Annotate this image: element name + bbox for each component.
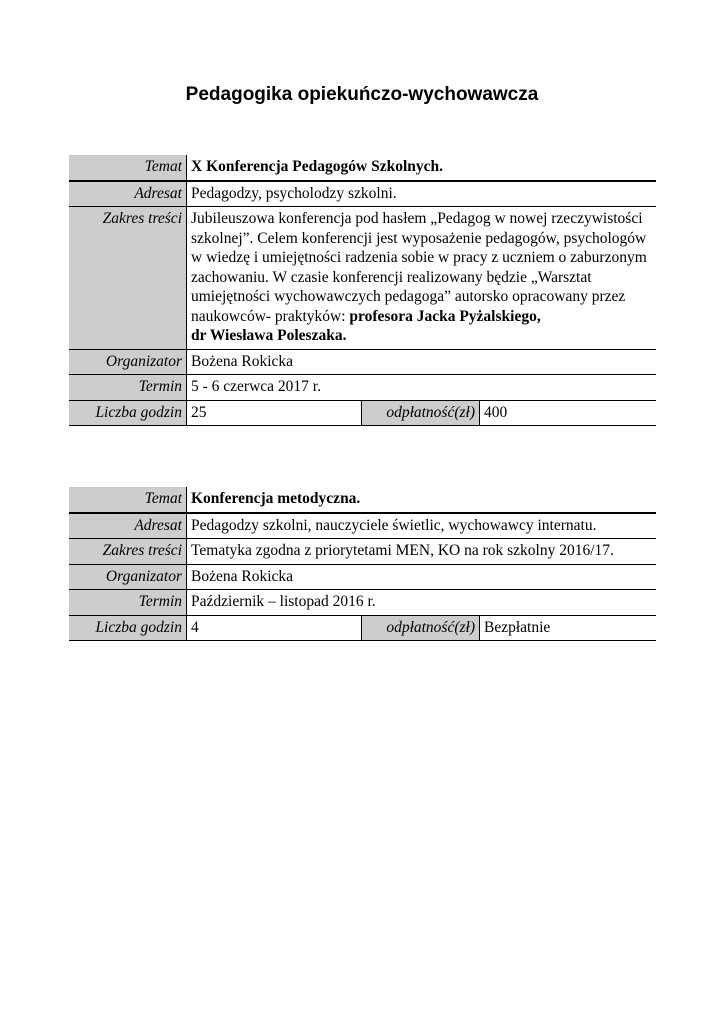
row-termin (69, 590, 656, 616)
zakres-bold-1: profesora Jacka Pyżalskiego, (349, 307, 541, 325)
value-liczba-godzin: 25 (187, 400, 362, 426)
label-odplatnosc: odpłatność(zł) (362, 400, 480, 426)
row-adresat (69, 181, 656, 207)
label-temat: Temat (69, 155, 187, 181)
value-zakres: Tematyka zgodna z priorytetami MEN, KO na rok szkolny 2016/17. (187, 539, 657, 565)
value-termin: Październik – listopad 2016 r. (187, 590, 657, 616)
value-odplatnosc: 400 (480, 400, 657, 426)
value-temat: X Konferencja Pedagogów Szkolnych. (187, 155, 657, 181)
row-liczba (69, 400, 656, 426)
label-adresat: Adresat (69, 513, 187, 539)
label-organizator: Organizator (69, 564, 187, 590)
row-liczba (69, 615, 656, 641)
row-zakres (69, 207, 656, 350)
row-termin (69, 375, 656, 401)
value-organizator: Bożena Rokicka (187, 349, 657, 375)
conference-table-1 (69, 155, 656, 426)
label-organizator: Organizator (69, 349, 187, 375)
zakres-bold-2: dr Wiesława Poleszaka. (191, 327, 347, 344)
label-temat: Temat (69, 487, 187, 513)
label-zakres: Zakres treści (69, 539, 187, 565)
label-zakres: Zakres treści (69, 207, 187, 350)
value-termin: 5 - 6 czerwca 2017 r. (187, 375, 657, 401)
label-termin: Termin (69, 375, 187, 401)
value-liczba-godzin: 4 (187, 615, 362, 641)
row-temat (69, 155, 656, 181)
row-organizator (69, 564, 656, 590)
row-adresat (69, 513, 656, 539)
zakres-text: Jubileuszowa konferencja pod hasłem „Pedagog w nowej rzeczywistości szkolnej”. Celem konferencji jest wyposażenie pedagogów, psychologów w wiedzę i umiejętności radzenia sobie w pracy z uczniem o zaburzonym zachowaniu. W czasie konferencji realizowany będzie „Warsztat umiejętności wychowawczych pedagoga” autorsko opracowany przez naukowców- praktyków: (191, 210, 647, 325)
row-temat (69, 487, 656, 513)
value-zakres (187, 207, 657, 350)
conference-table-2 (69, 487, 656, 641)
label-odplatnosc: odpłatność(zł) (362, 615, 480, 641)
row-zakres (69, 539, 656, 565)
row-organizator (69, 349, 656, 375)
value-odplatnosc: Bezpłatnie (480, 615, 657, 641)
label-adresat: Adresat (69, 181, 187, 207)
label-liczba-godzin: Liczba godzin (69, 400, 187, 426)
value-temat: Konferencja metodyczna. (187, 487, 657, 513)
value-organizator: Bożena Rokicka (187, 564, 657, 590)
value-adresat: Pedagodzy, psycholodzy szkolni. (187, 181, 657, 207)
page-title: Pedagogika opiekuńczo-wychowawcza (185, 84, 539, 105)
label-termin: Termin (69, 590, 187, 616)
value-adresat: Pedagodzy szkolni, nauczyciele świetlic, wychowawcy internatu. (187, 513, 657, 539)
label-liczba-godzin: Liczba godzin (69, 615, 187, 641)
